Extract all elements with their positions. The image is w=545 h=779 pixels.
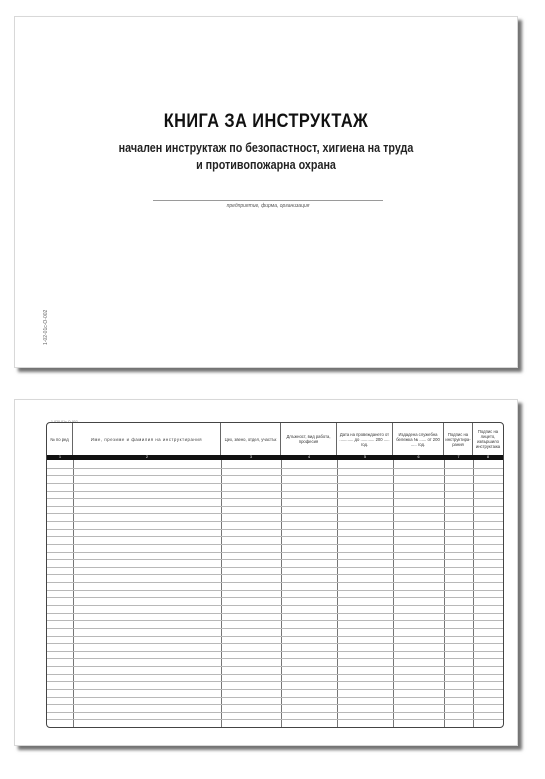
table-row-line [47,483,503,484]
column-number: 8 [487,455,489,459]
column-number: 2 [146,455,148,459]
header-cell-position: Длъжност, вид работа, професия [281,423,337,455]
column-divider [473,460,474,727]
book-title: КНИГА ЗА ИНСТРУКТАЖ [163,111,369,132]
table-row-line [47,689,503,690]
header-cell-instructor-signature: Подпис на лицето, извършило инструктажа [475,429,501,449]
table-row-line [47,529,503,530]
instruction-register-table [46,422,504,728]
table-row-line [47,704,503,705]
column-number: 6 [417,455,420,459]
cover-code: 1-02-01с-О-002 [43,309,49,345]
table-row-line [47,582,503,583]
table-row-line [47,613,503,614]
subtitle-line-2: и противопожарна охрана [196,158,336,172]
table-row-line [47,491,503,492]
column-divider [444,460,445,727]
table-row-line [47,544,503,545]
column-divider [337,460,338,727]
table-row-line [47,567,503,568]
table-row-line [47,498,503,499]
header-cell-date: Дата на провеждането от ............ до ............ 200 ..... год. [337,423,393,455]
organization-line [153,200,383,201]
header-cell-certificate: Издадена служебна бележка № ...... от 200 ..... год. [393,423,444,455]
table-row-line [47,651,503,652]
table-row-line [47,521,503,522]
table-row-line [47,674,503,675]
column-divider [73,460,74,727]
table-row-line [47,605,503,606]
table-row-line [47,643,503,644]
column-divider [281,460,282,727]
table-row-line [47,658,503,659]
column-number: 1 [59,455,61,459]
header-cell-full-name: Име, презиме и фамилия на инструктирания [73,423,221,455]
column-number-bar [47,455,503,460]
column-number: 3 [250,455,252,459]
table-row-line [47,513,503,514]
column-number: 4 [308,455,310,459]
header-cell-instructed-signature: Подпис на инструктира-рания [444,423,473,455]
table-row-line [47,552,503,553]
column-number: 5 [364,455,366,459]
inner-page [14,399,518,746]
header-cell-department: Цех, звено, отдел, участък [221,423,281,455]
table-row-line [47,681,503,682]
table-row-line [47,468,503,469]
column-number: 7 [457,455,460,459]
table-row-line [47,506,503,507]
table-row-line [47,628,503,629]
subtitle-line-1: начален инструктаж по безопастност, хигиена на труда [118,141,414,155]
table-row-line [47,590,503,591]
table-row-line [47,536,503,537]
form-code: 1-020-01с-О-002 [51,420,78,424]
table-row-line [47,620,503,621]
table-row-line [47,666,503,667]
table-row-line [47,719,503,720]
cover-page [14,16,518,368]
table-row-line [47,597,503,598]
table-row-line [47,712,503,713]
table-row-line [47,475,503,476]
column-divider [221,460,222,727]
organization-caption: предприятие, фирма, организация [226,203,310,209]
table-row-line [47,574,503,575]
table-row-line [47,697,503,698]
header-cell-row-number: № по ред [47,423,73,455]
column-divider [393,460,394,727]
table-row-line [47,559,503,560]
table-row-line [47,636,503,637]
